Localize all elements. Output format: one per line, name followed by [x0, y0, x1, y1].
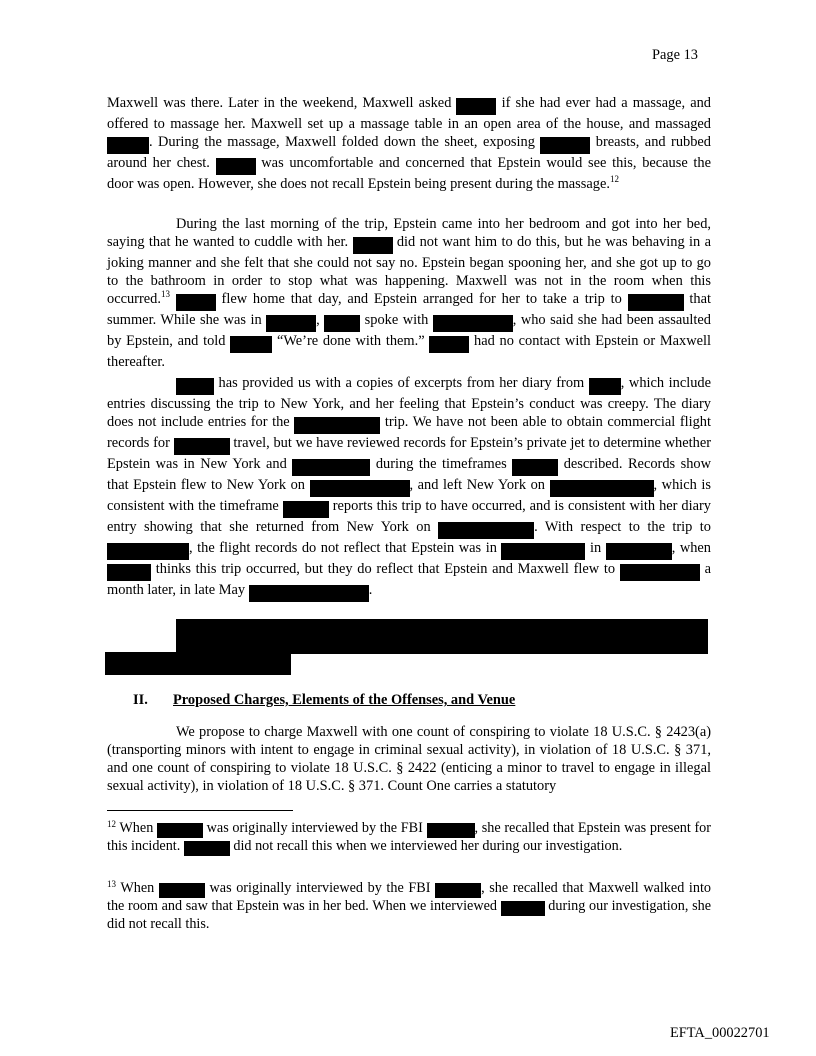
redaction-box — [353, 237, 393, 254]
text-segment: during our investigation, she did not recall this. — [107, 898, 711, 932]
redaction-box — [107, 564, 151, 581]
text-segment: travel, but we have reviewed records for Epstein’s private jet to determine whether Epstein was in New York and — [107, 435, 712, 472]
redaction-box — [628, 294, 684, 311]
text-segment: . During the massage, Maxwell folded down the sheet, exposing — [149, 134, 541, 150]
section-title: Proposed Charges, Elements of the Offenses, and Venue — [173, 692, 516, 708]
redaction-box — [157, 823, 203, 838]
footnote-12 — [107, 820, 711, 856]
text-segment: “We’re done with them.” — [272, 333, 430, 349]
redaction-block — [176, 619, 708, 654]
text-segment: described. Records show that Epstein flew to New York on — [107, 456, 712, 493]
redaction-box — [230, 336, 272, 353]
redaction-box — [107, 137, 149, 154]
text-segment: if she had ever had a massage, and offered to massage her. Maxwell set up a massage table in an open area of the house, and massaged — [107, 95, 711, 132]
text-segment: had no contact with Epstein or Maxwell thereafter. — [107, 333, 711, 370]
redaction-box — [174, 438, 230, 455]
redaction-box — [294, 417, 380, 434]
footnote-ref-12: 12 — [609, 174, 619, 184]
text-segment: Maxwell was there. Later in the weekend, Maxwell asked — [107, 95, 457, 111]
text-segment: , she recalled that Epstein was present for this incident. — [107, 820, 712, 854]
text-segment: , the flight records do not reflect that Epstein was in — [189, 540, 502, 556]
redaction-box — [249, 585, 369, 602]
text-segment: spoke with — [360, 312, 433, 328]
redaction-box — [435, 883, 481, 898]
text-segment: trip. We have not been able to obtain commercial flight records for — [107, 414, 711, 451]
page-number: Page 13 — [652, 47, 698, 63]
redaction-box — [501, 543, 585, 560]
body-paragraph-1 — [107, 94, 711, 193]
footnote-number: 12 — [107, 819, 116, 829]
footnote-number: 13 — [107, 879, 116, 889]
redaction-box — [176, 378, 214, 395]
redaction-box — [266, 315, 316, 332]
text-segment: thinks this trip occurred, but they do reflect that Epstein and Maxwell flew to — [151, 561, 620, 577]
text-segment: was uncomfortable and concerned that Epstein would see this, because the door was open. However, she does not recall Epstein being present during the massage. — [107, 155, 712, 192]
text-segment: was originally interviewed by the FBI — [204, 880, 436, 896]
text-segment: breasts, and rubbed around her chest. — [107, 134, 711, 171]
text-segment: did not recall this when we interviewed her during our investigation. — [229, 838, 623, 854]
text-segment: , she recalled that Maxwell walked into the room and saw that Epstein was in her bed. When we interviewed — [107, 880, 711, 914]
footnote-separator — [107, 810, 293, 811]
text-segment: During the last morning of the trip, Epstein came into her bedroom and got into her bed, saying that he wanted to cuddle with her. — [107, 216, 711, 250]
text-segment: , when — [671, 540, 711, 556]
text-segment: When — [116, 880, 159, 896]
redaction-box — [176, 294, 216, 311]
redaction-box — [427, 823, 475, 838]
redaction-box — [433, 315, 513, 332]
redaction-box — [324, 315, 360, 332]
text-segment: did not want him to do this, but he was behaving in a joking manner and she felt that she could not say no. Epstein began spooning her, and she got up to go to the bathroom in order to stop what was happening. Maxwell was not in the room when this occurred. — [107, 234, 711, 307]
redaction-box — [606, 543, 672, 560]
text-segment: . With respect to the trip to — [534, 519, 712, 535]
body-paragraph-2 — [107, 215, 711, 371]
redaction-box — [540, 137, 590, 154]
redaction-box — [107, 543, 189, 560]
text-segment: during the timeframes — [370, 456, 513, 472]
redaction-box — [589, 378, 621, 395]
text-segment: that summer. While she was in — [107, 291, 711, 328]
text-segment: flew home that day, and Epstein arranged for her to take a trip to — [215, 291, 628, 307]
text-segment: in — [585, 540, 606, 556]
redaction-box — [501, 901, 545, 916]
text-segment: reports this trip to have occurred, and is consistent with her diary entry showing that she returned from New York on — [107, 498, 711, 535]
text-segment: , and left New York on — [409, 477, 550, 493]
section-heading — [133, 691, 515, 709]
redaction-box — [429, 336, 469, 353]
redaction-box — [184, 841, 230, 856]
text-segment: , which include entries discussing the trip to New York, and her feeling that Epstein’s conduct was creepy. The diary does not include entries for the — [107, 375, 711, 430]
body-paragraph-3 — [107, 374, 711, 602]
text-segment: , — [316, 312, 325, 328]
section-number: II. — [133, 692, 148, 708]
redaction-box — [512, 459, 558, 476]
redaction-box — [159, 883, 205, 898]
bates-number: EFTA_00022701 — [670, 1025, 770, 1041]
text-segment: has provided us with a copies of excerpts from her diary from — [214, 375, 589, 391]
redaction-box — [292, 459, 370, 476]
redaction-box — [283, 501, 329, 518]
text-segment: . — [368, 582, 373, 598]
text-segment: When — [116, 820, 157, 836]
redaction-box — [216, 158, 256, 175]
text-segment: , which is consistent with the timeframe — [107, 477, 711, 514]
redaction-box — [456, 98, 496, 115]
footnote-ref-13: 13 — [160, 289, 170, 299]
text-segment: a month later, in late May — [107, 561, 711, 598]
footnote-13 — [107, 880, 711, 933]
redaction-block — [105, 652, 291, 675]
redaction-box — [310, 480, 410, 497]
text-segment: was originally interviewed by the FBI — [202, 820, 427, 836]
redaction-box — [620, 564, 700, 581]
charges-paragraph: We propose to charge Maxwell with one count of conspiring to violate 18 U.S.C. § 2423(a) (transporting minors with intent to engage in criminal sexual activity), in violation of 18 U.S.C. § 371, and one count of conspiring to violate 18 U.S.C. § 2422 (enticing a minor to travel to engage in illegal sexual activity), in violation of 18 U.S.C. § 371. Count One carries a statutory — [107, 724, 711, 794]
redaction-box — [438, 522, 534, 539]
redaction-box — [550, 480, 654, 497]
text-segment: , who said she had been assaulted by Epstein, and told — [107, 312, 712, 349]
